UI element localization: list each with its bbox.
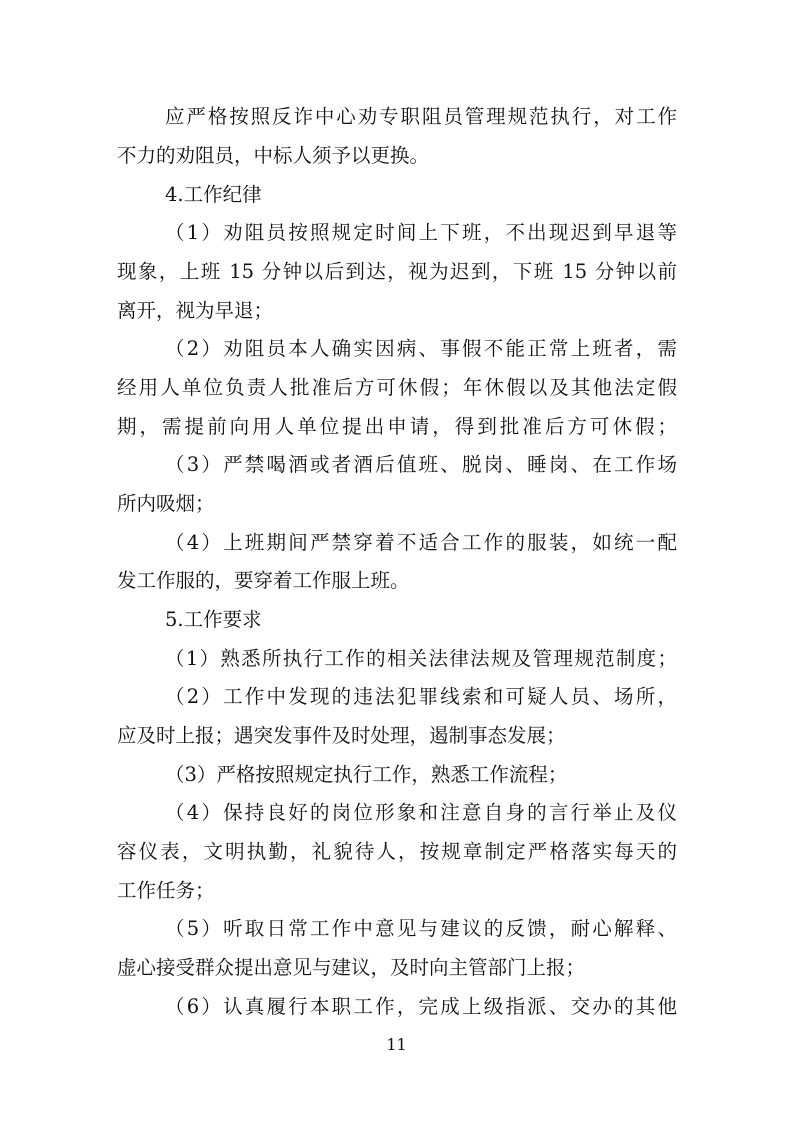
page-number: 11 <box>386 1035 407 1054</box>
paragraph-line: 发工作服的，要穿着工作服上班。 <box>117 569 410 592</box>
paragraph-line: （1）劝阻员按照规定时间上下班，不出现迟到早退等 <box>165 221 677 244</box>
paragraph-line: 容仪表，文明执勤，礼貌待人，按规章制定严格落实每天的 <box>117 840 677 863</box>
paragraph-line: 应严格按照反诈中心劝专职阻员管理规范执行，对工作 <box>165 105 677 128</box>
paragraph-line: 离开，视为早退； <box>117 299 274 322</box>
paragraph-line: 经用人单位负责人批准后方可休假；年休假以及其他法定假 <box>117 376 677 399</box>
paragraph-line: 应及时上报；遇突发事件及时处理，遏制事态发展； <box>117 724 566 747</box>
paragraph-line: （3）严格按照规定执行工作，熟悉工作流程； <box>165 763 568 786</box>
paragraph-line: （4）保持良好的岗位形象和注意自身的言行举止及仪 <box>165 801 677 824</box>
section-heading: 5.工作要求 <box>165 608 262 631</box>
paragraph-line: 所内吸烟； <box>117 492 215 515</box>
paragraph-line: （2）工作中发现的违法犯罪线索和可疑人员、场所， <box>165 685 677 708</box>
paragraph-line: 期，需提前向用人单位提出申请，得到批准后方可休假； <box>117 415 677 438</box>
paragraph-line: （3）严禁喝酒或者酒后值班、脱岗、睡岗、在工作场 <box>165 453 677 476</box>
paragraph-line: 不力的劝阻员，中标人须予以更换。 <box>117 144 430 167</box>
paragraph-line: 虚心接受群众提出意见与建议，及时向主管部门上报； <box>117 956 586 979</box>
paragraph-line: （4）上班期间严禁穿着不适合工作的服装，如统一配 <box>165 531 677 554</box>
paragraph-line: （6）认真履行本职工作，完成上级指派、交办的其他 <box>165 995 677 1018</box>
section-heading: 4.工作纪律 <box>165 183 262 206</box>
paragraph-line: 工作任务； <box>117 879 215 902</box>
paragraph-line: 现象，上班 15 分钟以后到达，视为迟到，下班 15 分钟以前 <box>117 260 677 283</box>
paragraph-line: （1）熟悉所执行工作的相关法律法规及管理规范制度； <box>165 647 677 670</box>
paragraph-line: （5）听取日常工作中意见与建议的反馈，耐心解释、 <box>165 917 677 940</box>
paragraph-line: （2）劝阻员本人确实因病、事假不能正常上班者，需 <box>165 337 677 360</box>
